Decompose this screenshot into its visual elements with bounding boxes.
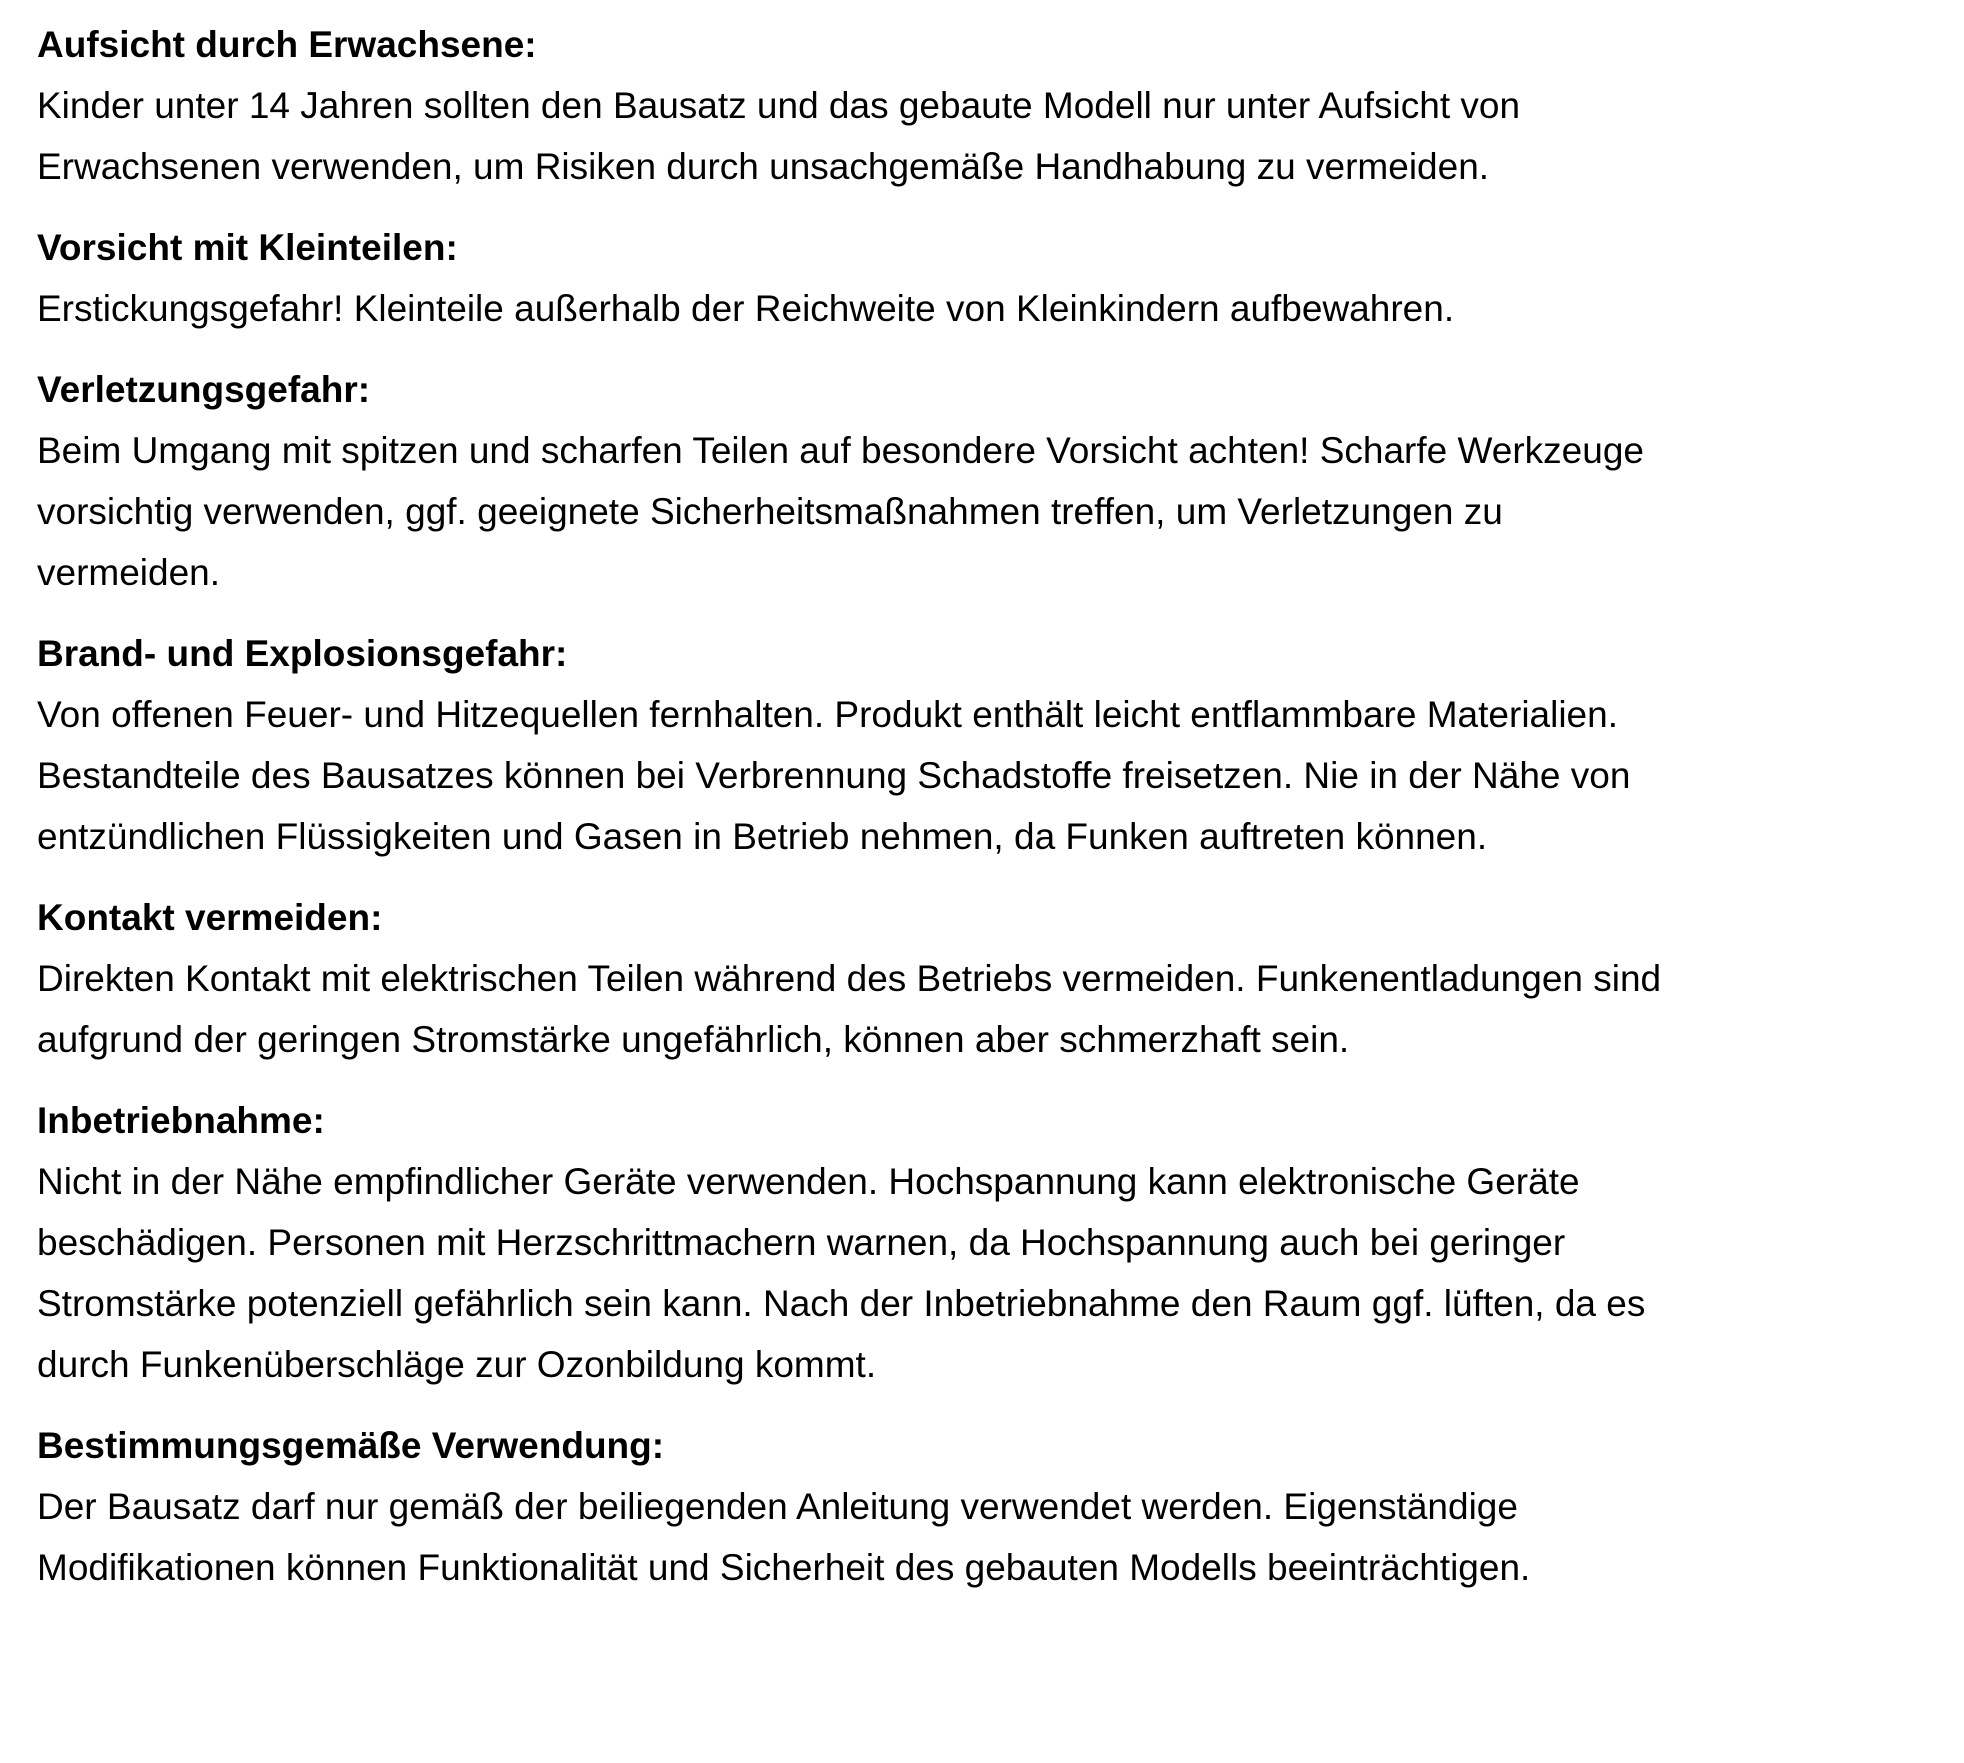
body-line: Stromstärke potenziell gefährlich sein kann. Nach der Inbetriebnahme den Raum ggf. lüften, da es bbox=[37, 1283, 1646, 1324]
body-line: Von offenen Feuer- und Hitzequellen fernhalten. Produkt enthält leicht entflammbare Materialien. bbox=[37, 694, 1618, 735]
body-line: vorsichtig verwenden, ggf. geeignete Sicherheitsmaßnahmen treffen, um Verletzungen zu bbox=[37, 491, 1503, 532]
section-heading: Brand- und Explosionsgefahr: bbox=[37, 633, 568, 674]
section-body bbox=[37, 948, 1937, 1070]
section-avoid-contact bbox=[37, 887, 1937, 1070]
section-adult-supervision bbox=[37, 14, 1937, 197]
body-line: Direkten Kontakt mit elektrischen Teilen während des Betriebs vermeiden. Funkenentladungen sind bbox=[37, 958, 1662, 999]
body-line: Erstickungsgefahr! Kleinteile außerhalb der Reichweite von Kleinkindern aufbewahren. bbox=[37, 288, 1455, 329]
body-line: Erwachsenen verwenden, um Risiken durch unsachgemäße Handhabung zu vermeiden. bbox=[37, 146, 1490, 187]
section-heading: Bestimmungsgemäße Verwendung: bbox=[37, 1425, 665, 1466]
section-heading: Kontakt vermeiden: bbox=[37, 897, 383, 938]
section-body bbox=[37, 684, 1937, 867]
section-body bbox=[37, 1151, 1937, 1395]
section-body bbox=[37, 278, 1937, 339]
section-fire-explosion bbox=[37, 623, 1937, 867]
body-line: Modifikationen können Funktionalität und Sicherheit des gebauten Modells beeinträchtigen. bbox=[37, 1547, 1531, 1588]
section-heading: Verletzungsgefahr: bbox=[37, 369, 371, 410]
body-line: Kinder unter 14 Jahren sollten den Bausatz und das gebaute Modell nur unter Aufsicht von bbox=[37, 85, 1521, 126]
section-body bbox=[37, 75, 1937, 197]
body-line: Bestandteile des Bausatzes können bei Verbrennung Schadstoffe freisetzen. Nie in der Nähe von bbox=[37, 755, 1631, 796]
section-body bbox=[37, 1476, 1937, 1598]
body-line: Nicht in der Nähe empfindlicher Geräte verwenden. Hochspannung kann elektronische Geräte bbox=[37, 1161, 1580, 1202]
section-heading: Inbetriebnahme: bbox=[37, 1100, 325, 1141]
body-line: Der Bausatz darf nur gemäß der beiliegenden Anleitung verwendet werden. Eigenständige bbox=[37, 1486, 1518, 1527]
section-injury-risk bbox=[37, 359, 1937, 603]
body-line: durch Funkenüberschläge zur Ozonbildung kommt. bbox=[37, 1344, 877, 1385]
body-line: aufgrund der geringen Stromstärke ungefährlich, können aber schmerzhaft sein. bbox=[37, 1019, 1350, 1060]
section-intended-use bbox=[37, 1415, 1937, 1598]
body-line: entzündlichen Flüssigkeiten und Gasen in Betrieb nehmen, da Funken auftreten können. bbox=[37, 816, 1488, 857]
body-line: Beim Umgang mit spitzen und scharfen Teilen auf besondere Vorsicht achten! Scharfe Werkzeuge bbox=[37, 430, 1644, 471]
section-heading: Aufsicht durch Erwachsene: bbox=[37, 24, 537, 65]
section-heading: Vorsicht mit Kleinteilen: bbox=[37, 227, 458, 268]
body-line: beschädigen. Personen mit Herzschrittmachern warnen, da Hochspannung auch bei geringer bbox=[37, 1222, 1566, 1263]
section-commissioning bbox=[37, 1090, 1937, 1395]
section-small-parts bbox=[37, 217, 1937, 339]
section-body bbox=[37, 420, 1937, 603]
safety-document bbox=[37, 14, 1937, 1618]
body-line: vermeiden. bbox=[37, 552, 221, 593]
